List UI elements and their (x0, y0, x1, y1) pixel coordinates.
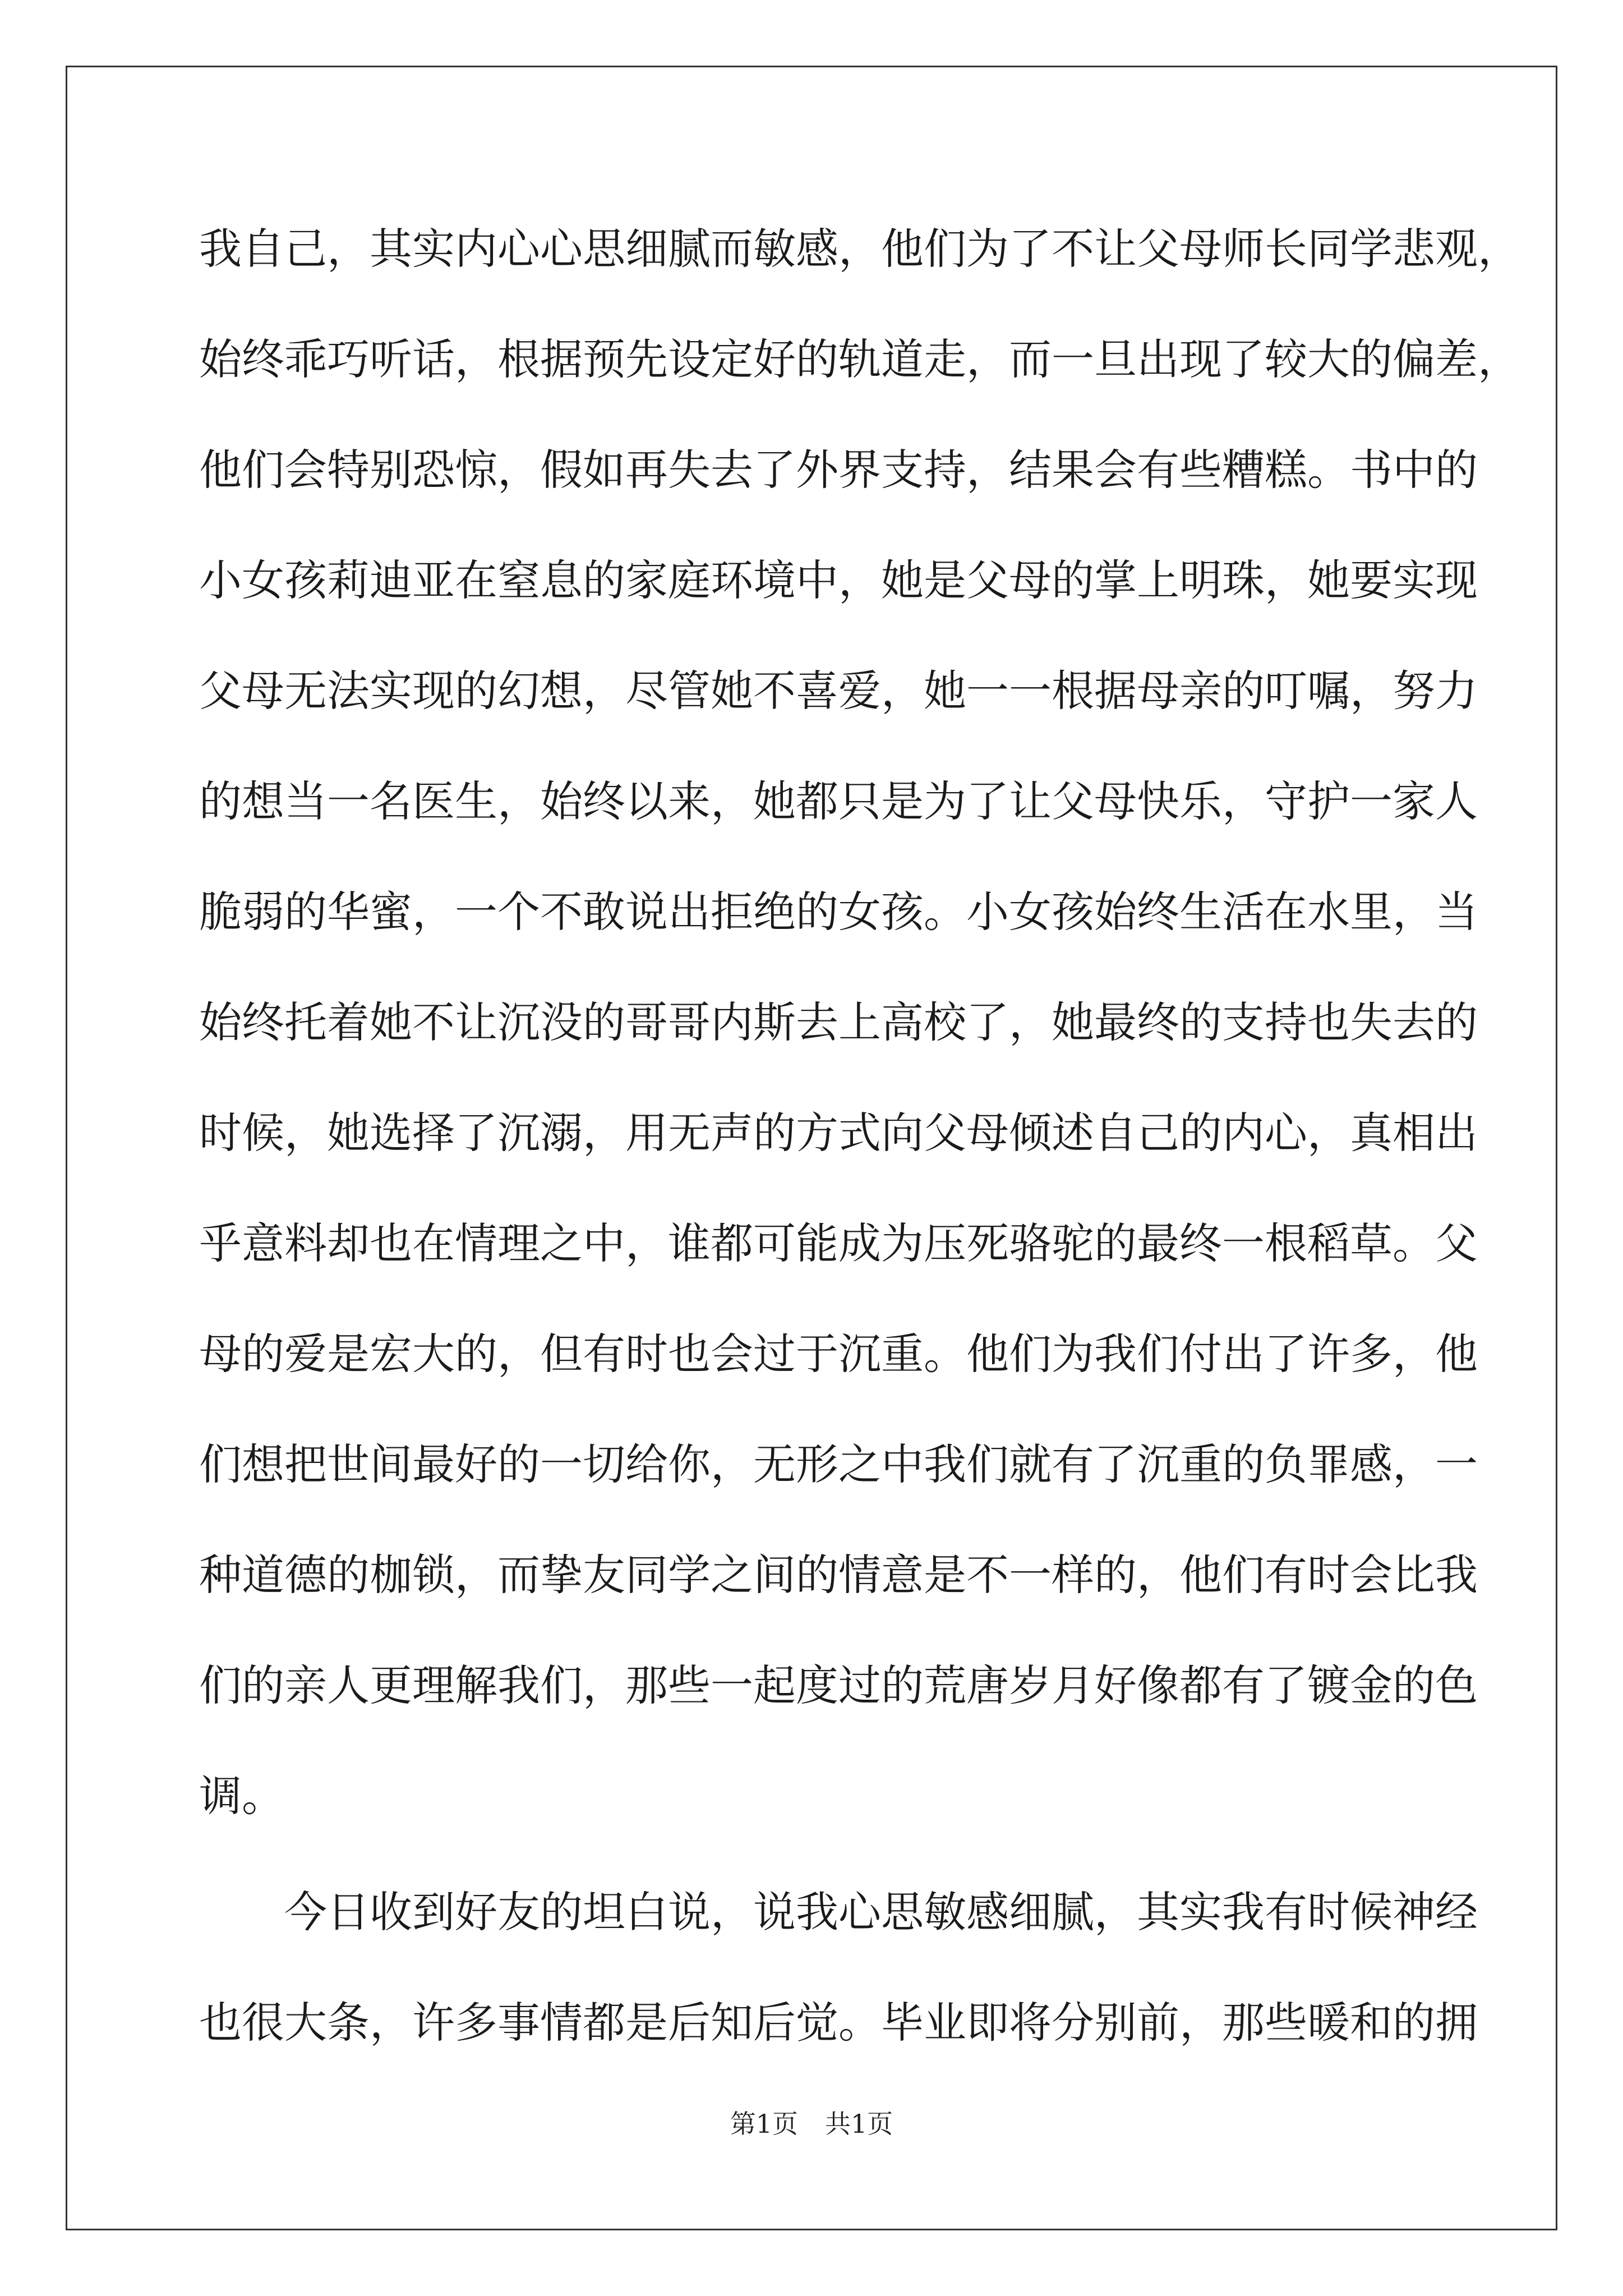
text-line: 们的亲人更理解我们，那些一起度过的荒唐岁月好像都有了镀金的色 (199, 1660, 1478, 1710)
text-line: 母的爱是宏大的，但有时也会过于沉重。他们为我们付出了许多，他 (199, 1329, 1478, 1379)
text-line: 时候，她选择了沉溺，用无声的方式向父母倾述自己的内心，真相出 (199, 1108, 1478, 1158)
text-line: 调。 (199, 1771, 284, 1821)
page-total: 共1页 (825, 2109, 893, 2139)
text-line: 们想把世间最好的一切给你，无形之中我们就有了沉重的负罪感，一 (199, 1439, 1478, 1489)
text-line: 始终乖巧听话，根据预先设定好的轨道走，而一旦出现了较大的偏差， (199, 334, 1520, 384)
text-line: 父母无法实现的幻想，尽管她不喜爱，她一一根据母亲的叮嘱，努力 (199, 666, 1478, 716)
page-number: 第1页 (730, 2109, 798, 2139)
text-line: 我自己，其实内心心思细腻而敏感，他们为了不让父母师长同学悲观， (199, 224, 1520, 274)
text-line: 他们会特别恐惊，假如再失去了外界支持，结果会有些糟糕。书中的 (199, 445, 1478, 495)
text-line: 乎意料却也在情理之中，谁都可能成为压死骆驼的最终一根稻草。父 (199, 1218, 1478, 1268)
page-footer (0, 2104, 1623, 2141)
text-line: 也很大条，许多事情都是后知后觉。毕业即将分别前，那些暖和的拥 (199, 1998, 1478, 2047)
text-line: 脆弱的华蜜，一个不敢说出拒绝的女孩。小女孩始终生活在水里，当 (199, 887, 1478, 937)
text-line: 的想当一名医生，始终以来，她都只是为了让父母快乐，守护一家人 (199, 776, 1478, 826)
text-line: 始终托着她不让沉没的哥哥内斯去上高校了，她最终的支持也失去的 (199, 997, 1478, 1047)
text-line: 种道德的枷锁，而挚友同学之间的情意是不一样的，他们有时会比我 (199, 1550, 1478, 1600)
paragraph-start-line: 今日收到好友的坦白说，说我心思敏感细腻，其实我有时候神经 (284, 1887, 1478, 1937)
document-body (199, 194, 1520, 2078)
text-line: 小女孩莉迪亚在窒息的家庭环境中，她是父母的掌上明珠，她要实现 (199, 555, 1478, 605)
